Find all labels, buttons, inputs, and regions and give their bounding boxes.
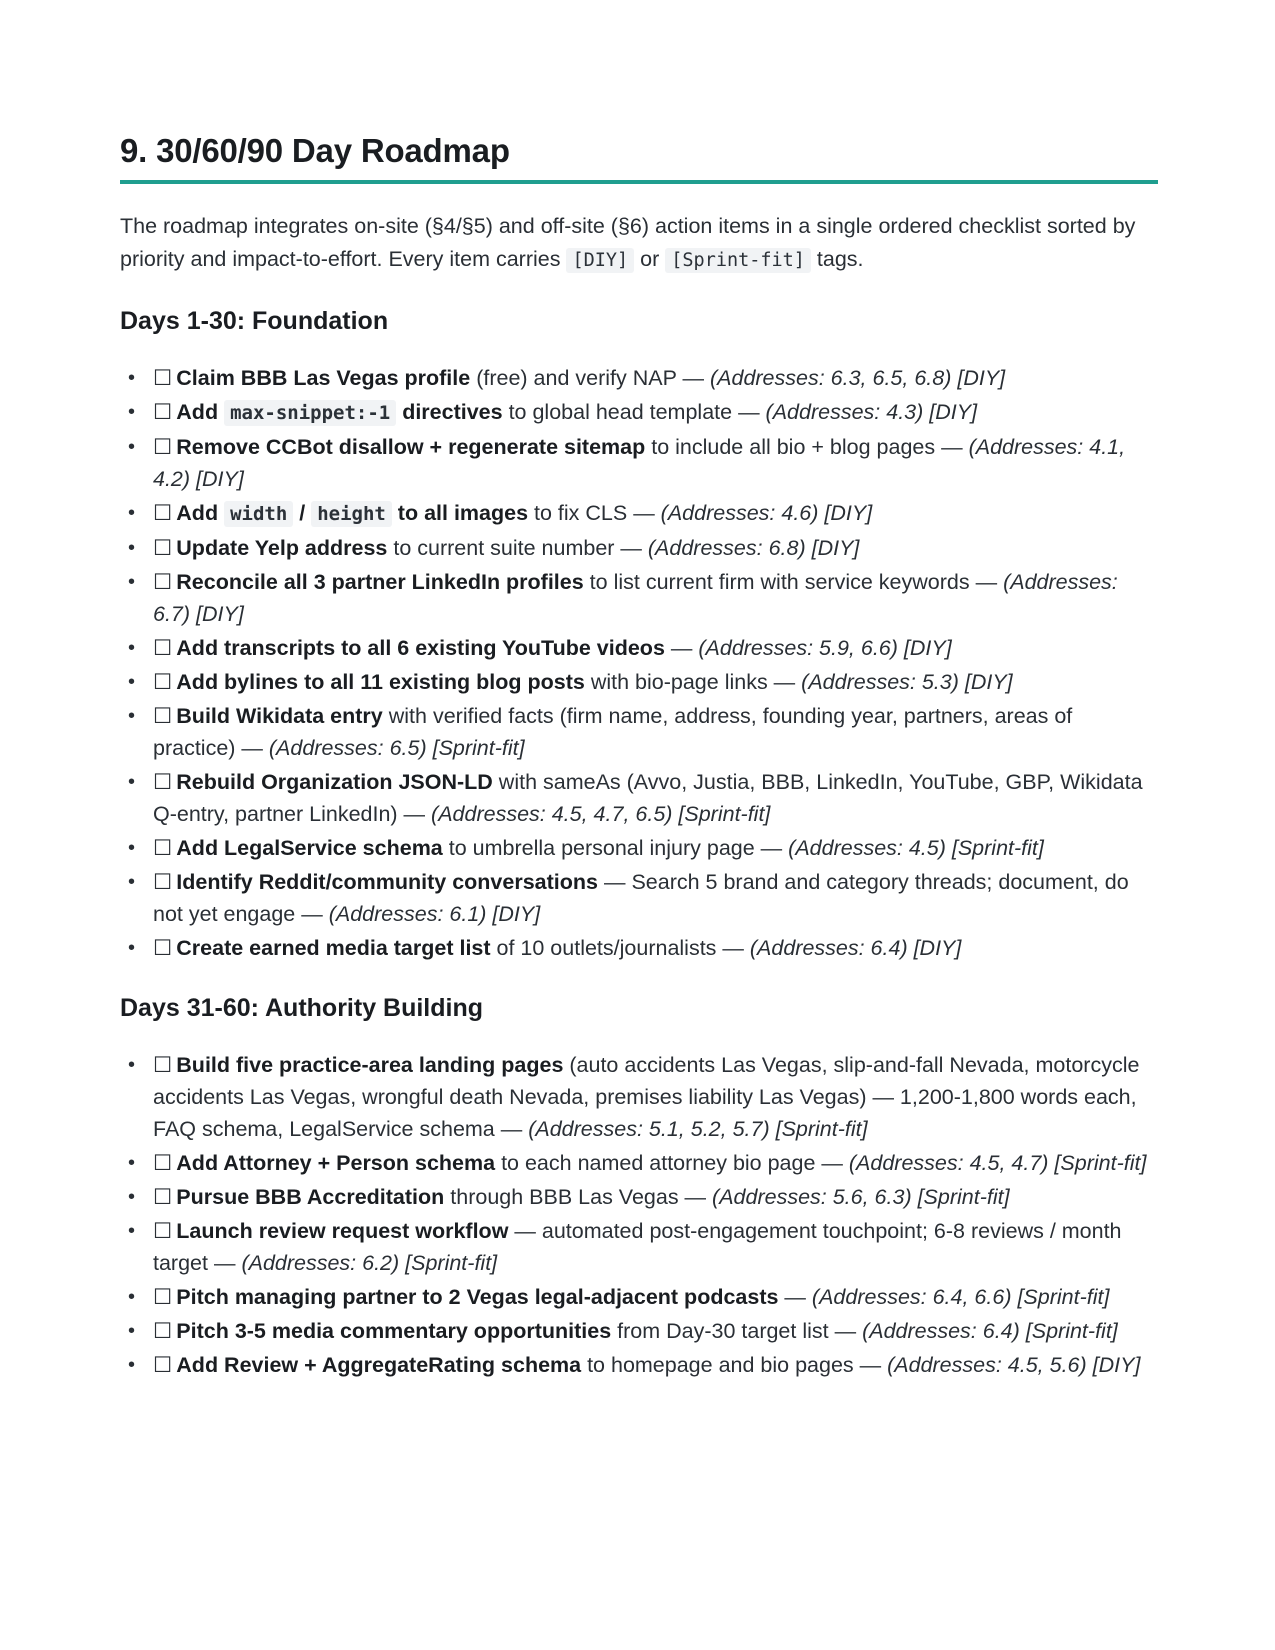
item-description: from Day-30 target list —: [611, 1319, 863, 1343]
bullet-icon: •: [128, 671, 136, 693]
bullet-icon: •: [128, 637, 136, 659]
item-description: —: [664, 636, 699, 660]
intro-tags-word: tags.: [816, 247, 864, 271]
item-description: to global head template —: [502, 400, 766, 424]
checklist-item: [128, 1215, 1158, 1279]
item-description: —: [778, 1285, 812, 1309]
item-title: /: [293, 501, 312, 525]
bullet-icon: •: [128, 367, 136, 389]
bullet-icon: •: [128, 1054, 136, 1076]
addresses-reference: (Addresses: 6.4, 6.6) [Sprint-fit]: [811, 1285, 1110, 1309]
addresses-reference: (Addresses: 6.4) [Sprint-fit]: [862, 1319, 1118, 1343]
checklist-item: [128, 1281, 1158, 1313]
bullet-icon: •: [128, 537, 136, 559]
addresses-reference: (Addresses: 5.3) [DIY]: [801, 670, 1013, 694]
item-title: Update Yelp address: [176, 536, 388, 560]
checkbox-icon[interactable]: ☐: [153, 936, 173, 960]
checklist-item: [128, 766, 1158, 830]
addresses-reference: (Addresses: 4.5, 4.7) [Sprint-fit]: [848, 1151, 1147, 1175]
intro-text: The roadmap integrates on-site (§4/§5) and off-site (§6) action items in a single ordered checklist sorted by priority and impact-to-effort. Every item carries: [120, 214, 1136, 271]
checkbox-icon[interactable]: ☐: [153, 1285, 173, 1309]
addresses-reference: (Addresses: 5.9, 6.6) [DIY]: [698, 636, 952, 660]
item-title: Build Wikidata entry: [176, 704, 383, 728]
bullet-icon: •: [128, 871, 136, 893]
checkbox-icon[interactable]: ☐: [153, 636, 173, 660]
item-description: of 10 outlets/journalists —: [490, 936, 750, 960]
sprint-fit-tag: [Sprint-fit]: [665, 248, 811, 273]
addresses-reference: (Addresses: 5.6, 6.3) [Sprint-fit]: [712, 1185, 1010, 1209]
checkbox-icon[interactable]: ☐: [153, 1219, 173, 1243]
bullet-icon: •: [128, 571, 136, 593]
item-title: Rebuild Organization JSON-LD: [176, 770, 493, 794]
checklist-item: [128, 700, 1158, 764]
item-description: (auto accidents Las Vegas, slip-and-fall Nevada, motorcycle accidents Las Vegas, wrongful death Nevada, premises liability Las Vegas) — 1,200-1,800 words each, FAQ schema, LegalService schema —: [153, 1053, 1140, 1141]
inline-code: max-snippet:-1: [224, 400, 396, 426]
item-description: to umbrella personal injury page —: [442, 836, 789, 860]
item-description: with sameAs (Avvo, Justia, BBB, LinkedIn, YouTube, GBP, Wikidata Q-entry, partner LinkedIn) —: [153, 770, 1143, 826]
bullet-icon: •: [128, 705, 136, 727]
checklist-item: [128, 832, 1158, 864]
inline-code: height: [311, 501, 392, 527]
checkbox-icon[interactable]: ☐: [153, 400, 173, 424]
item-title: Add Attorney + Person schema: [176, 1151, 496, 1175]
item-title: Add LegalService schema: [176, 836, 443, 860]
item-description: with bio-page links —: [584, 670, 802, 694]
item-title: Identify Reddit/community conversations: [176, 870, 598, 894]
item-title: Claim BBB Las Vegas profile: [176, 366, 471, 390]
addresses-reference: (Addresses: 6.1) [DIY]: [328, 902, 541, 926]
intro-or: or: [640, 247, 660, 271]
item-description: to current suite number —: [387, 536, 648, 560]
item-title: Add Review + AggregateRating schema: [176, 1353, 582, 1377]
addresses-reference: (Addresses: 6.5) [Sprint-fit]: [268, 736, 525, 760]
item-title: Add: [176, 400, 225, 424]
intro-paragraph: [120, 210, 1158, 277]
item-description: to list current firm with service keywords —: [583, 570, 1004, 594]
checklist-item: [128, 1147, 1158, 1179]
addresses-reference: (Addresses: 4.5) [Sprint-fit]: [788, 836, 1044, 860]
bullet-icon: •: [128, 502, 136, 524]
checklist-item: [128, 1049, 1158, 1145]
checklist-days-1-30: [120, 362, 1158, 964]
bullet-icon: •: [128, 1152, 136, 1174]
item-description: with verified facts (firm name, address, founding year, partners, areas of practice) —: [153, 704, 1073, 760]
page-title: 9. 30/60/90 Day Roadmap: [120, 132, 1158, 184]
addresses-reference: (Addresses: 6.7) [DIY]: [153, 570, 1118, 626]
item-title: Remove CCBot disallow + regenerate sitemap: [176, 435, 646, 459]
bullet-icon: •: [128, 1186, 136, 1208]
checkbox-icon[interactable]: ☐: [153, 836, 173, 860]
bullet-icon: •: [128, 436, 136, 458]
item-description: through BBB Las Vegas —: [444, 1185, 713, 1209]
addresses-reference: (Addresses: 6.3, 6.5, 6.8) [DIY]: [709, 366, 1006, 390]
item-title: Pursue BBB Accreditation: [176, 1185, 445, 1209]
checklist-item: [128, 566, 1158, 630]
item-title: Build five practice-area landing pages: [176, 1053, 564, 1077]
item-title: Pitch 3-5 media commentary opportunities: [176, 1319, 612, 1343]
addresses-reference: (Addresses: 6.2) [Sprint-fit]: [241, 1251, 498, 1275]
checkbox-icon[interactable]: ☐: [153, 536, 173, 560]
checkbox-icon[interactable]: ☐: [153, 1151, 173, 1175]
checkbox-icon[interactable]: ☐: [153, 704, 173, 728]
item-description: to each named attorney bio page —: [495, 1151, 849, 1175]
checkbox-icon[interactable]: ☐: [153, 1353, 173, 1377]
bullet-icon: •: [128, 1286, 136, 1308]
checklist-item: [128, 866, 1158, 930]
addresses-reference: (Addresses: 4.5, 5.6) [DIY]: [887, 1353, 1141, 1377]
checklist-days-31-60: [120, 1049, 1158, 1381]
item-description: (free) and verify NAP —: [470, 366, 710, 390]
bullet-icon: •: [128, 771, 136, 793]
checkbox-icon[interactable]: ☐: [153, 1185, 173, 1209]
checklist-item: [128, 362, 1158, 394]
item-description: — Search 5 brand and category threads; document, do not yet engage —: [153, 870, 1129, 926]
checkbox-icon[interactable]: ☐: [153, 670, 173, 694]
addresses-reference: (Addresses: 6.4) [DIY]: [749, 936, 962, 960]
item-title: directives: [396, 400, 503, 424]
bullet-icon: •: [128, 1354, 136, 1376]
checklist-item: [128, 1349, 1158, 1381]
inline-code: width: [224, 501, 293, 527]
checklist-item: [128, 632, 1158, 664]
checkbox-icon[interactable]: ☐: [153, 435, 173, 459]
checkbox-icon[interactable]: ☐: [153, 870, 173, 894]
item-description: — automated post-engagement touchpoint; 6-8 reviews / month target —: [153, 1219, 1122, 1275]
item-title: Add bylines to all 11 existing blog posts: [176, 670, 585, 694]
checklist-item: [128, 932, 1158, 964]
checkbox-icon[interactable]: ☐: [153, 770, 173, 794]
section-heading-days-1-30: Days 1-30: Foundation: [120, 307, 389, 335]
checkbox-icon[interactable]: ☐: [153, 501, 173, 525]
addresses-reference: (Addresses: 4.5, 4.7, 6.5) [Sprint-fit]: [431, 802, 771, 826]
item-title: Add: [176, 501, 225, 525]
item-title: Create earned media target list: [176, 936, 491, 960]
checkbox-icon[interactable]: ☐: [153, 570, 173, 594]
diy-tag: [DIY]: [566, 248, 634, 273]
addresses-reference: (Addresses: 6.8) [DIY]: [647, 536, 860, 560]
item-title: Pitch managing partner to 2 Vegas legal-adjacent podcasts: [176, 1285, 779, 1309]
item-title: Reconcile all 3 partner LinkedIn profiles: [176, 570, 584, 594]
checklist-item: [128, 431, 1158, 495]
item-title: to all images: [391, 501, 529, 525]
checkbox-icon[interactable]: ☐: [153, 1319, 173, 1343]
checkbox-icon[interactable]: ☐: [153, 1053, 173, 1077]
bullet-icon: •: [128, 837, 136, 859]
addresses-reference: (Addresses: 4.6) [DIY]: [660, 501, 873, 525]
bullet-icon: •: [128, 1320, 136, 1342]
addresses-reference: (Addresses: 4.3) [DIY]: [765, 400, 978, 424]
bullet-icon: •: [128, 401, 136, 423]
checklist-item: [128, 396, 1158, 429]
bullet-icon: •: [128, 1220, 136, 1242]
bullet-icon: •: [128, 937, 136, 959]
addresses-reference: (Addresses: 4.1, 4.2) [DIY]: [153, 435, 1126, 491]
checklist-item: [128, 497, 1158, 530]
section-heading-days-31-60: Days 31-60: Authority Building: [120, 994, 484, 1022]
checklist-item: [128, 1181, 1158, 1213]
checkbox-icon[interactable]: ☐: [153, 366, 173, 390]
addresses-reference: (Addresses: 5.1, 5.2, 5.7) [Sprint-fit]: [528, 1117, 868, 1141]
checklist-item: [128, 532, 1158, 564]
item-description: to fix CLS —: [528, 501, 661, 525]
checklist-item: [128, 1315, 1158, 1347]
item-description: to homepage and bio pages —: [581, 1353, 888, 1377]
item-title: Add transcripts to all 6 existing YouTube videos: [176, 636, 665, 660]
item-title: Launch review request workflow: [176, 1219, 509, 1243]
checklist-item: [128, 666, 1158, 698]
item-description: to include all bio + blog pages —: [645, 435, 969, 459]
